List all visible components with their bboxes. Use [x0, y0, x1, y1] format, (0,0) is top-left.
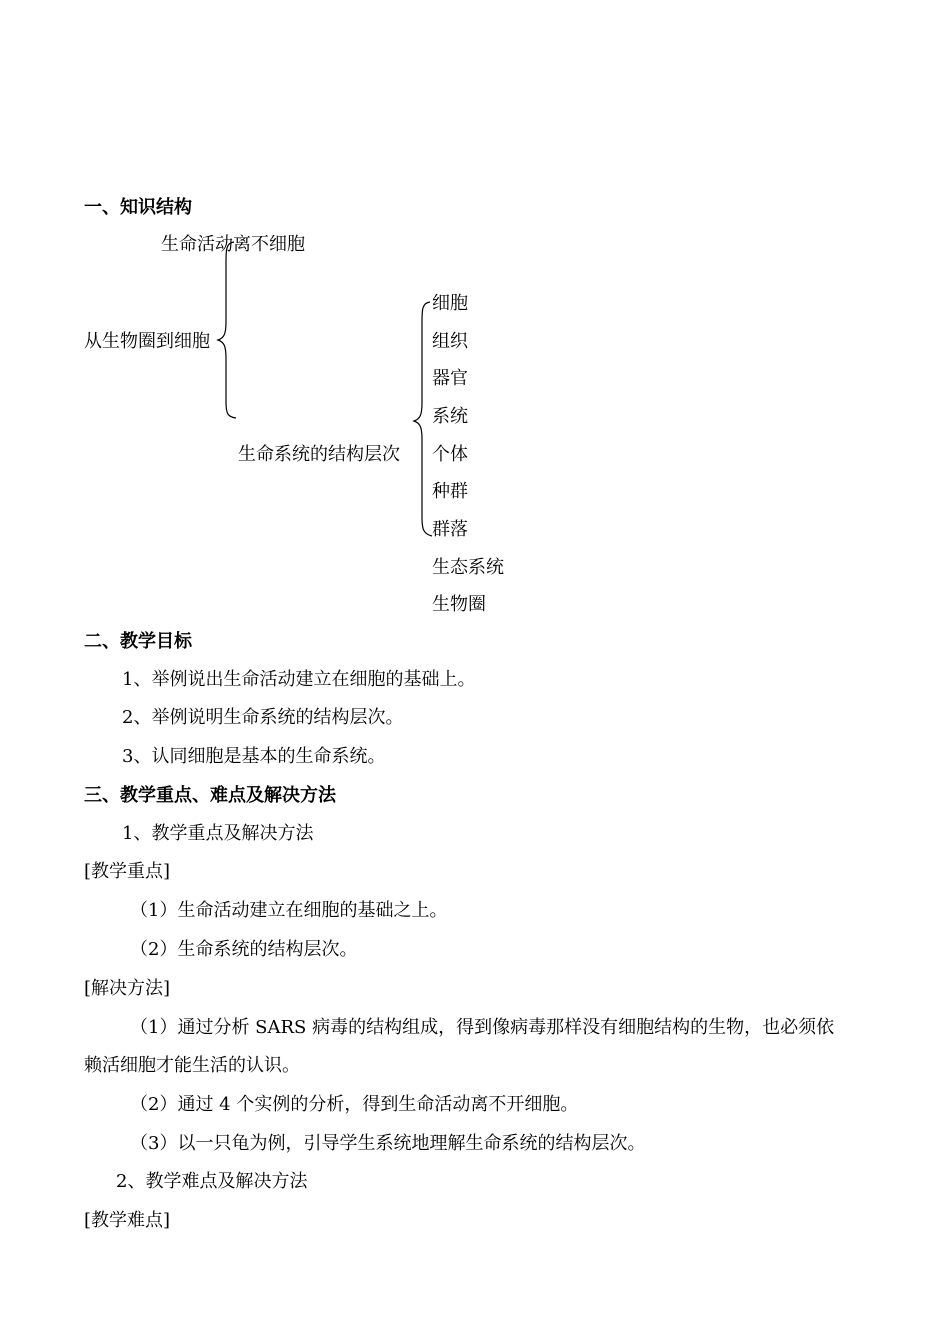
method-item-line: （1）通过分析 SARS 病毒的结构组成，得到像病毒那样没有细胞结构的生物，也必须依: [130, 1017, 835, 1038]
level-item: 种群: [432, 481, 468, 502]
method-item-line: 赖活细胞才能生活的认识。: [84, 1055, 300, 1076]
level-item: 群落: [432, 519, 468, 540]
left-brace-icon: [214, 240, 238, 420]
focus-item: （2）生命系统的结构层次。: [130, 939, 358, 960]
difficulty-label: [教学难点]: [84, 1210, 171, 1231]
level-item: 系统: [432, 406, 468, 427]
level-item: 器官: [432, 368, 468, 389]
subheading-focus-methods: 1、教学重点及解决方法: [122, 823, 314, 844]
focus-item: （1）生命活动建立在细胞的基础之上。: [130, 900, 448, 921]
section-heading-key-points: 三、教学重点、难点及解决方法: [84, 785, 336, 806]
right-brace-icon: [410, 300, 434, 540]
goal-item: 1、举例说出生命活动建立在细胞的基础上。: [122, 669, 476, 690]
method-label: [解决方法]: [84, 978, 171, 999]
section-heading-knowledge-structure: 一、知识结构: [84, 197, 192, 218]
goal-item: 3、认同细胞是基本的生命系统。: [122, 746, 386, 767]
level-item: 生态系统: [432, 557, 504, 578]
level-item: 细胞: [432, 293, 468, 314]
level-item: 组织: [432, 331, 468, 352]
tree-branch-life-activity: 生命活动离不细胞: [161, 234, 305, 255]
goal-item: 2、举例说明生命系统的结构层次。: [122, 707, 404, 728]
level-item: 生物圈: [432, 594, 486, 615]
method-item: （3）以一只龟为例，引导学生系统地理解生命系统的结构层次。: [130, 1133, 646, 1154]
tree-branch-structure-levels: 生命系统的结构层次: [238, 444, 400, 465]
level-item: 个体: [432, 444, 468, 465]
focus-label: [教学重点]: [84, 861, 171, 882]
tree-root-label: 从生物圈到细胞: [84, 331, 210, 352]
subheading-difficulty-methods: 2、教学难点及解决方法: [116, 1171, 308, 1192]
section-heading-teaching-goals: 二、教学目标: [84, 631, 192, 652]
method-item: （2）通过 4 个实例的分析，得到生命活动离不开细胞。: [130, 1094, 579, 1115]
